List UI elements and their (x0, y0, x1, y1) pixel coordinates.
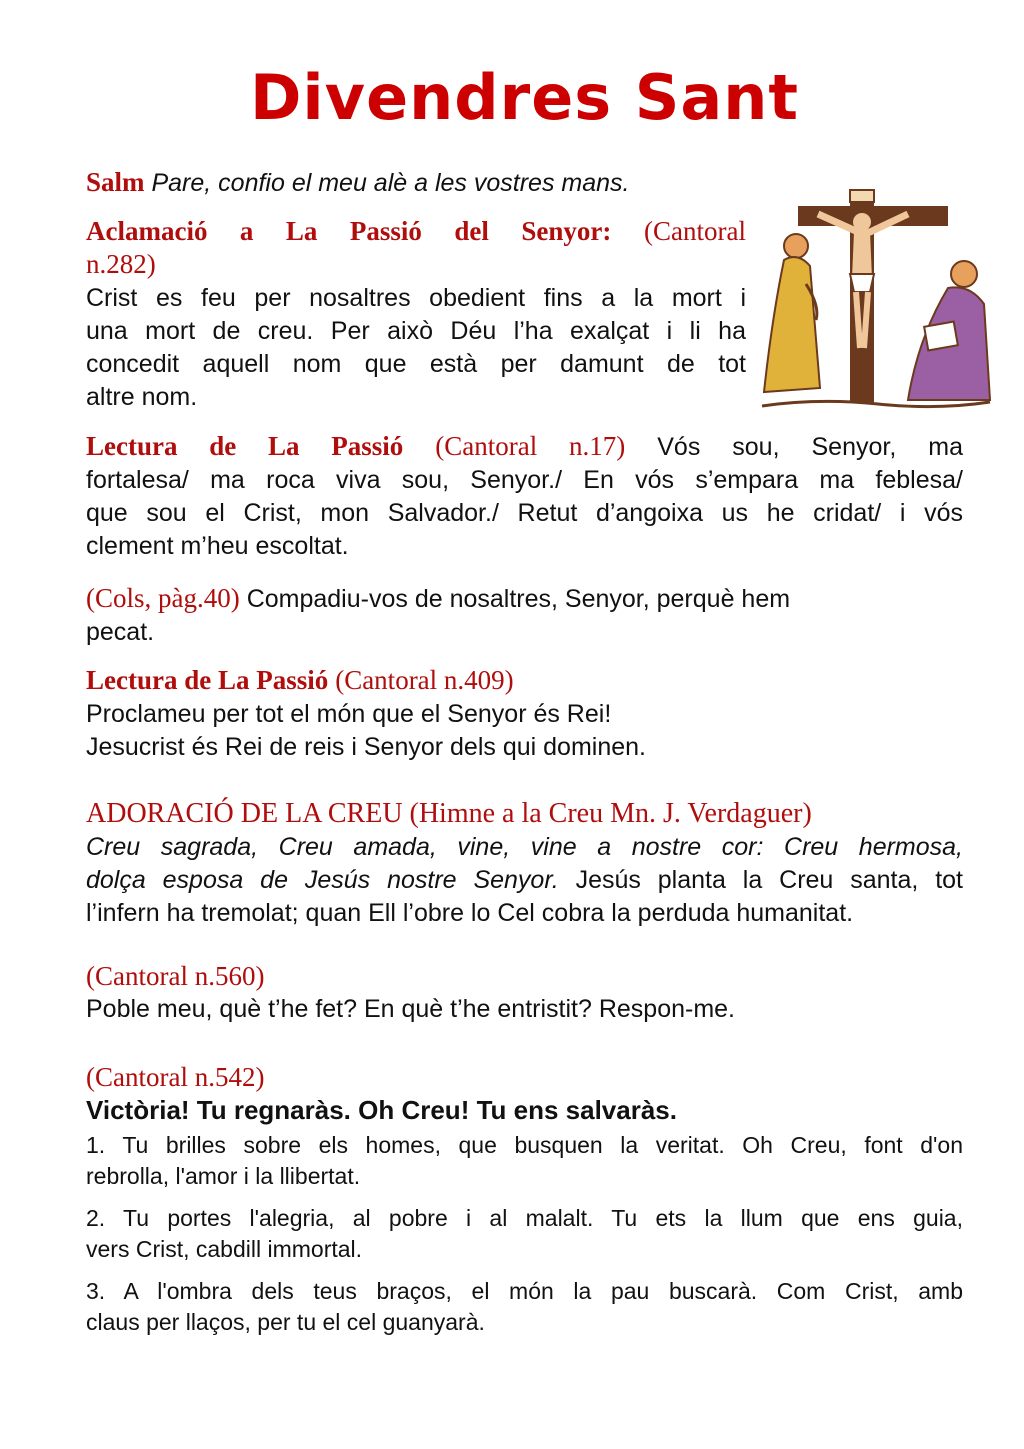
adoracio-italic-2: dolça esposa de Jesús nostre Senyor. (86, 866, 559, 894)
page-title: Divendres Sant (249, 61, 800, 134)
verse3-line-1: 3. A l'ombra dels teus braços, el món la pau buscarà. Com Crist, amb (86, 1278, 963, 1304)
christ-cloth (850, 274, 874, 292)
lectura1-line-1 (86, 430, 963, 464)
lectura1-text-2: fortalesa/ ma roca viva sou, Senyor./ En vós s’empara ma feblesa/ (86, 466, 963, 494)
cols-block (86, 582, 963, 649)
lectura2-label: Lectura de La Passió (86, 665, 329, 695)
aclamacio-label: Aclamació a La Passió del Senyor: (86, 216, 612, 246)
aclamacio-text-4: altre nom. (86, 383, 198, 411)
christ-torso (852, 232, 872, 278)
lectura2-text-1: Proclameu per tot el món que el Senyor és Rei! (86, 700, 612, 728)
lectura2-text-2: Jesucrist és Rei de reis i Senyor dels qui dominen. (86, 733, 646, 761)
aclamacio-ref-1: (Cantoral (644, 216, 746, 246)
salm-label: Salm (86, 167, 145, 197)
cols-ref: (Cols, pàg.40) (86, 583, 240, 613)
cant542-ref: (Cantoral n.542) (86, 1062, 265, 1092)
adoracio-text-3: l’infern ha tremolat; quan Ell l’obre lo Cel cobra la perduda humanitat. (86, 899, 854, 927)
cant560-ref: (Cantoral n.560) (86, 961, 265, 991)
aclamacio-ref-2: n.282) (86, 249, 156, 279)
cols-text-1: Compadiu-vos de nosaltres, Senyor, perquè hem (246, 585, 791, 613)
lectura1-text-4: clement m’heu escoltat. (86, 532, 349, 560)
lectura2-block (86, 664, 963, 764)
cant542-verses (86, 1130, 963, 1338)
cant560-block (86, 960, 963, 1026)
right-figure-book (924, 322, 958, 351)
lectura2-heading (86, 664, 963, 698)
aclamacio-body (86, 282, 746, 414)
lectura2-ref: (Cantoral n.409) (335, 665, 514, 695)
cols-text-2: pecat. (86, 618, 155, 646)
adoracio-italic-1: Creu sagrada, Creu amada, vine, vine a nostre cor: Creu hermosa, (86, 833, 963, 861)
lectura1-ref: (Cantoral n.17) (435, 431, 626, 461)
verse3-line-2: claus per llaços, per tu el cel guanyarà. (86, 1309, 485, 1335)
cant560-text: Poble meu, què t’he fet? En què t’he entristit? Respon-me. (86, 995, 735, 1023)
salm-text: Pare, confio el meu alè a les vostres mans. (151, 169, 630, 197)
verse1-line-2: rebrolla, l'amor i la llibertat. (86, 1163, 361, 1189)
adoracio-block (86, 797, 963, 930)
left-figure-robe (764, 257, 820, 392)
cols-line-1 (86, 582, 963, 616)
adoracio-ref: (Himne a la Creu Mn. J. Verdaguer) (409, 798, 812, 829)
crucifixion-illustration (758, 188, 994, 413)
aclamacio-text-1: Crist es feu per nosaltres obedient fins a la mort i (86, 284, 746, 312)
verse1-line-1: 1. Tu brilles sobre els homes, que busquen la veritat. Oh Creu, font d'on (86, 1132, 963, 1158)
aclamacio-text-3: concedit aquell nom que està per damunt de tot (86, 350, 746, 378)
adoracio-heading (86, 797, 963, 831)
lectura1-label: Lectura de La Passió (86, 431, 404, 461)
adoracio-line-2 (86, 864, 963, 897)
cant542-block (86, 1061, 963, 1127)
verse2-line-2: vers Crist, cabdill immortal. (86, 1236, 363, 1262)
lectura1-text-1: Vós sou, Senyor, ma (657, 433, 963, 461)
adoracio-text-2: Jesús planta la Creu santa, tot (575, 866, 964, 894)
left-figure-head (784, 234, 808, 258)
cant542-refrain: Victòria! Tu regnaràs. Oh Creu! Tu ens salvaràs. (86, 1095, 677, 1125)
verse2-line-1: 2. Tu portes l'alegria, al pobre i al malalt. Tu ets la llum que ens guia, (86, 1205, 963, 1231)
lectura1-block (86, 430, 963, 563)
ground-line (762, 401, 990, 406)
right-figure-head (951, 261, 977, 287)
aclamacio-text-2: una mort de creu. Per això Déu l’ha exalçat i li ha (86, 317, 746, 345)
cross-inscription (850, 190, 874, 202)
adoracio-label: ADORACIÓ DE LA CREU (86, 798, 403, 829)
lectura1-text-3: que sou el Crist, mon Salvador./ Retut d’angoixa us he cridat/ i vós (86, 499, 963, 527)
aclamacio-heading (86, 215, 746, 249)
